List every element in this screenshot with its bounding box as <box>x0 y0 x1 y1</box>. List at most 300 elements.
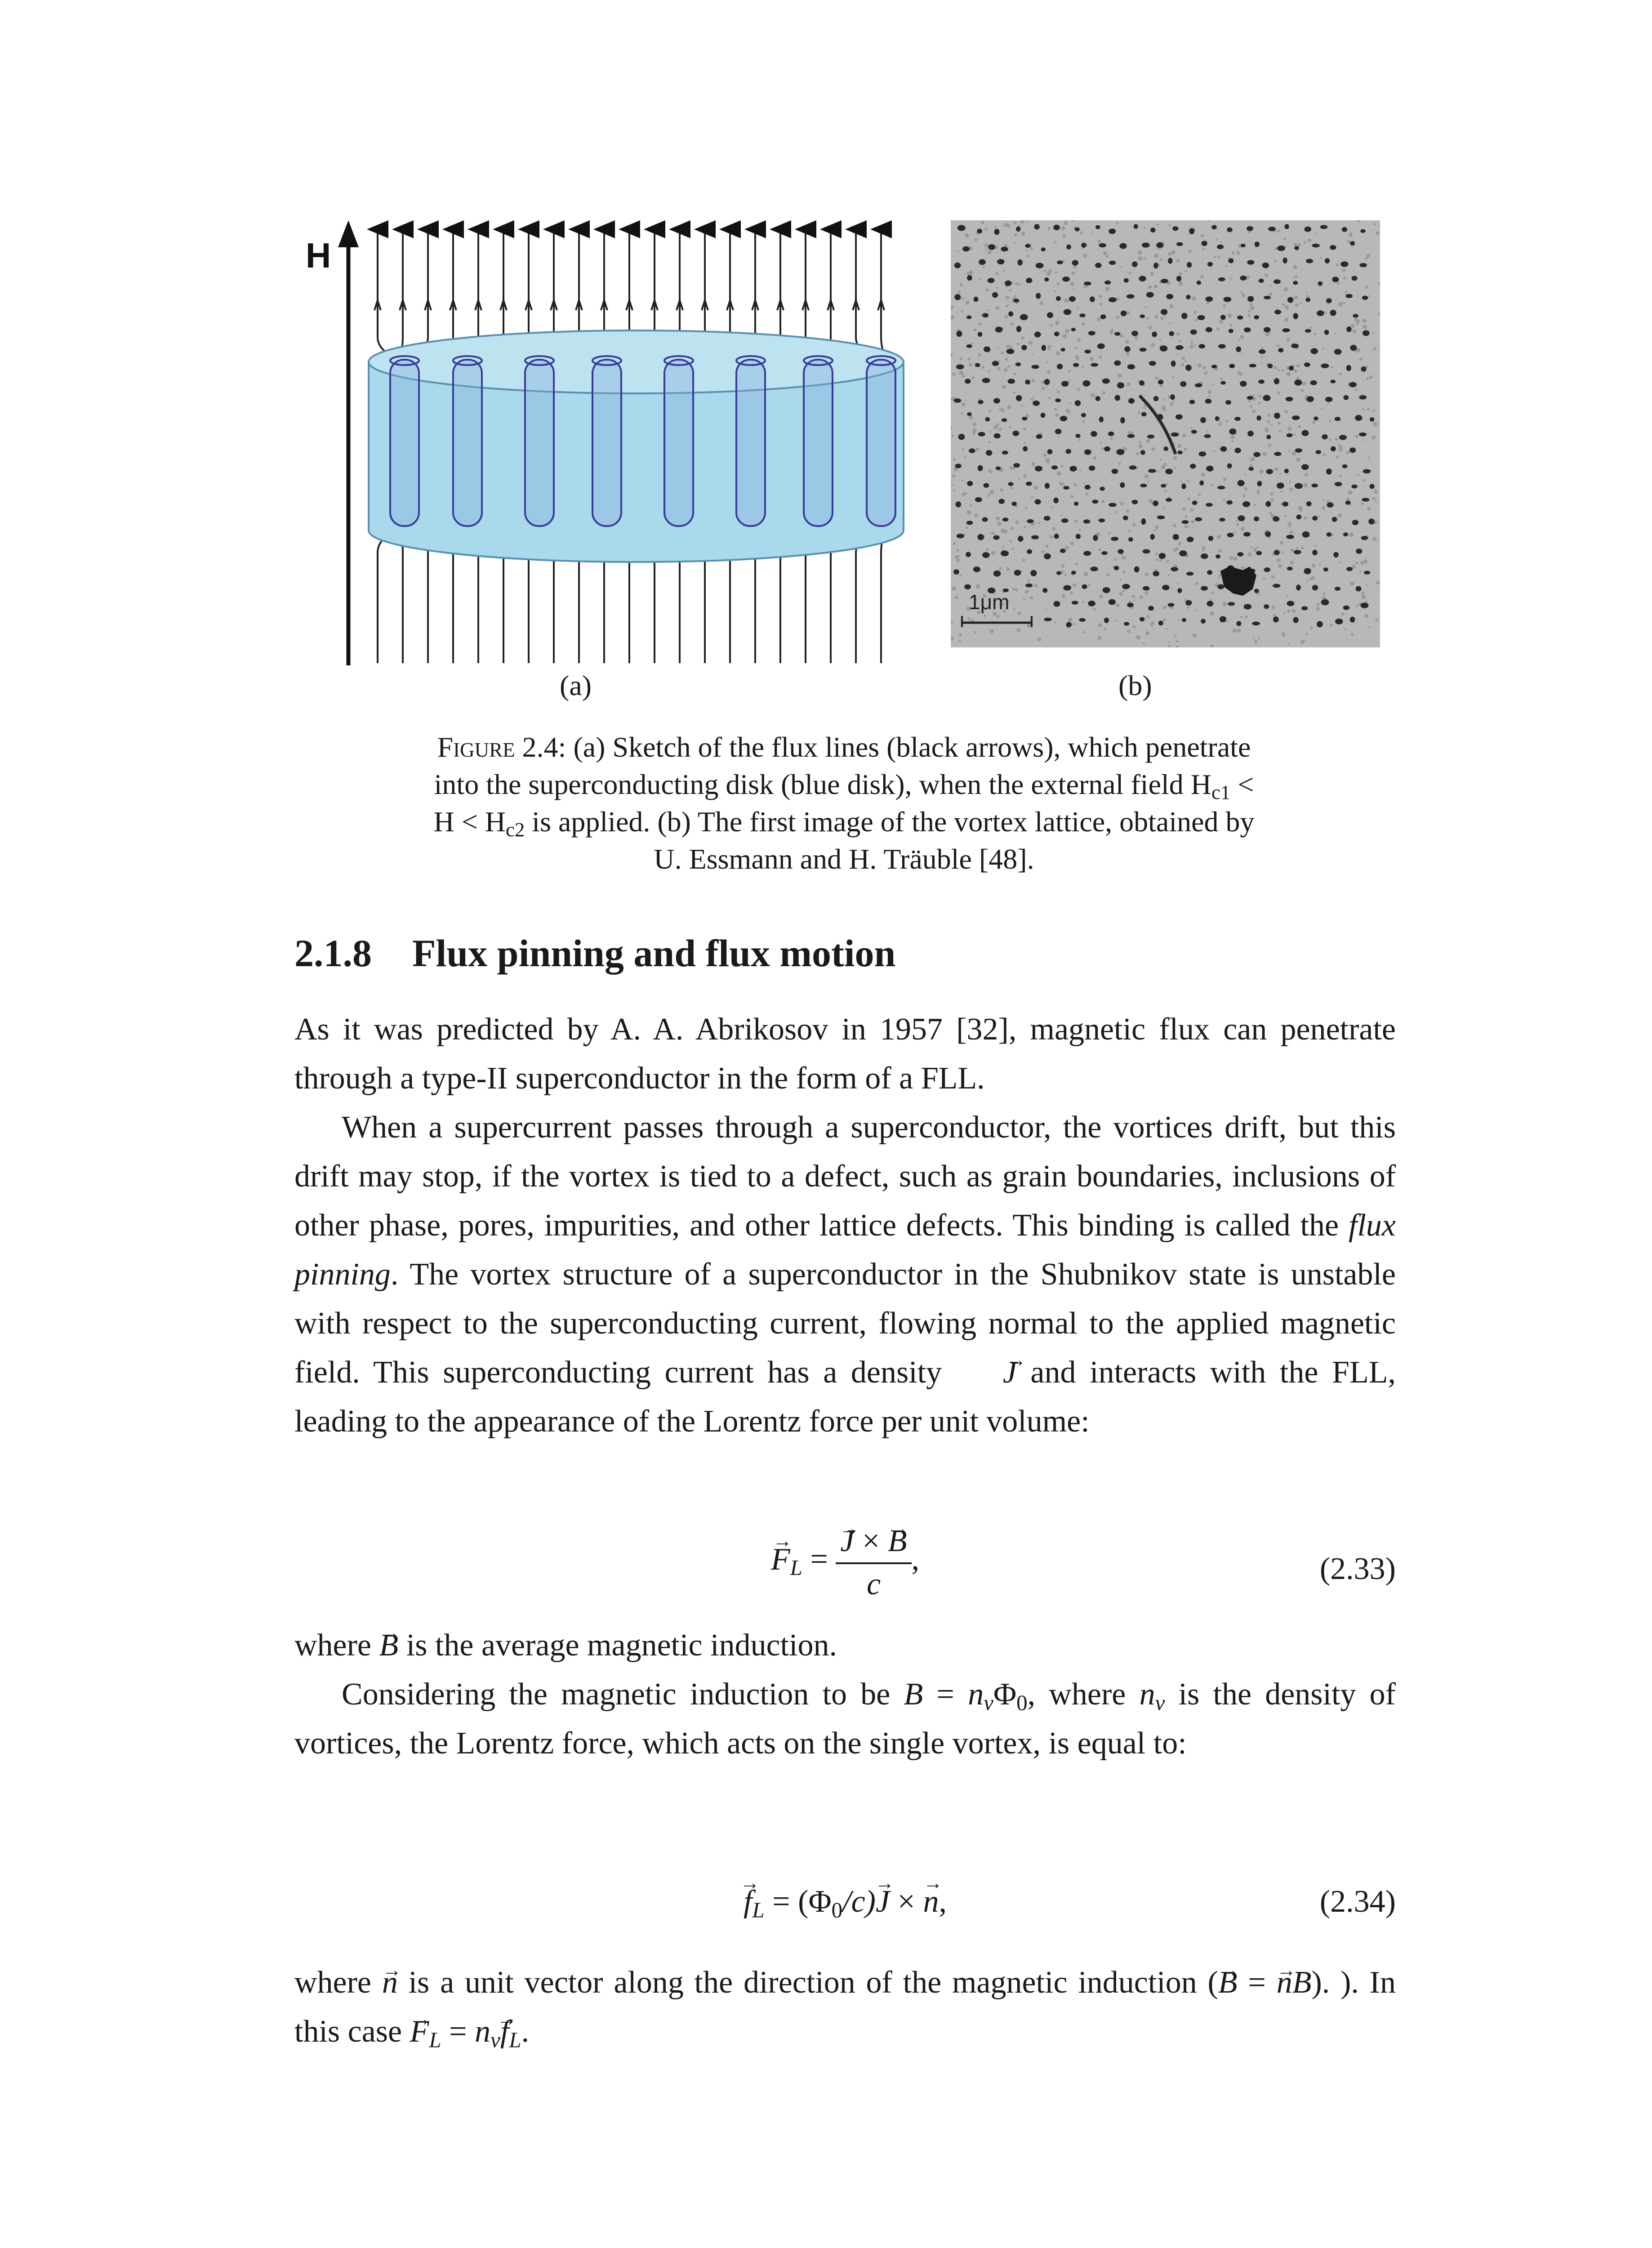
vortex-dot <box>1216 554 1220 558</box>
vortex-dot <box>1176 242 1183 246</box>
vortex-dot <box>1153 396 1159 401</box>
vortex-dot <box>1332 277 1339 282</box>
vortex-dot <box>1249 364 1256 367</box>
vortex-dot <box>1217 245 1224 249</box>
vortex-dot <box>1283 258 1287 263</box>
vortex-dot <box>1095 225 1100 229</box>
vortex-dot <box>1035 499 1041 504</box>
vortex-dot <box>1127 294 1135 299</box>
vortex-dot <box>1132 262 1138 267</box>
vortex-dot <box>1220 616 1226 622</box>
vortex-dot <box>1149 361 1156 366</box>
vortex-dot <box>1306 501 1312 506</box>
vortex-dot <box>1115 395 1120 401</box>
vortex-dot <box>1263 395 1270 401</box>
vortex-dot <box>1262 263 1269 268</box>
vortex-dot <box>982 378 990 383</box>
vortex-dot <box>1317 621 1323 627</box>
vortex-dot <box>1327 502 1334 508</box>
vortex-dot <box>1109 503 1117 507</box>
vortex-dot <box>1109 228 1116 234</box>
vortex-dot <box>1247 431 1254 437</box>
vortex-dot <box>1163 446 1168 451</box>
vortex-dot <box>956 331 962 337</box>
vortex-dot <box>1207 570 1212 575</box>
vortex-dot <box>1034 332 1041 338</box>
vortex-dot <box>986 450 993 456</box>
vortex-dot <box>1342 464 1348 468</box>
vortex-dot <box>1301 464 1309 470</box>
vortex-dot <box>1244 327 1251 332</box>
vortex-dot <box>1057 364 1063 370</box>
vortex-dot <box>1350 241 1355 245</box>
vortex-dot <box>1090 296 1095 302</box>
vortex-dot <box>1220 315 1226 320</box>
vortex-dot <box>1282 502 1288 507</box>
vortex-dot <box>1119 243 1127 249</box>
vortex-dot <box>1013 299 1019 303</box>
vortex-dot <box>1264 327 1271 332</box>
vortex-dot <box>1335 482 1342 486</box>
vortex-dot <box>967 275 972 281</box>
vortex-dot <box>1054 331 1060 336</box>
vortex-dot <box>1114 332 1120 336</box>
vortex-dot <box>1201 553 1208 559</box>
vortex-dot <box>1181 313 1187 319</box>
vortex-dot <box>1179 550 1187 556</box>
vortex-dot <box>1044 379 1050 385</box>
vortex-dot <box>1195 517 1202 521</box>
vortex-dot <box>1123 516 1128 521</box>
vortex-dot <box>957 534 964 538</box>
vortex-dot <box>1364 571 1370 575</box>
vortex-dot <box>1240 381 1247 387</box>
vortex-dot <box>1014 570 1021 575</box>
vortex-dot <box>1103 587 1110 593</box>
vortex-dot <box>1095 396 1100 401</box>
vortex-dot <box>1356 549 1362 554</box>
vortex-dot <box>1229 329 1233 333</box>
vortex-dot <box>1264 604 1269 609</box>
vortex-tube <box>453 360 482 526</box>
vortex-dot <box>1211 365 1217 368</box>
vortex-dot <box>1198 344 1205 348</box>
vortex-dot <box>1085 485 1091 490</box>
vortex-dot <box>1182 618 1186 622</box>
vortex-dot <box>1084 349 1091 353</box>
vortex-dot <box>1120 482 1125 488</box>
vortex-dot <box>1131 331 1138 336</box>
vortex-dot <box>1073 363 1079 367</box>
vortex-dot <box>1266 435 1271 439</box>
vortex-dot <box>1109 599 1116 605</box>
vortex-dot <box>1306 396 1314 402</box>
vortex-dot <box>1071 328 1076 331</box>
vortex-dot <box>1206 466 1213 472</box>
vortex-dot <box>978 400 984 404</box>
vortex-dot <box>1207 262 1213 266</box>
vortex-dot <box>1008 311 1013 316</box>
vortex-dot <box>977 229 982 234</box>
vortex-dot <box>1190 330 1197 335</box>
vortex-dot <box>1227 500 1233 505</box>
vortex-dot <box>1166 294 1173 299</box>
vortex-dot <box>1274 452 1281 456</box>
vortex-dot <box>984 483 989 487</box>
vortex-dot <box>1370 484 1375 489</box>
vortex-dot <box>1195 383 1202 387</box>
vortex-dot <box>1167 603 1174 607</box>
vortex-dot <box>1025 244 1030 248</box>
vortex-dot <box>1018 536 1024 542</box>
vortex-dot <box>1247 396 1253 400</box>
scale-bar-label: 1μm <box>969 590 1010 614</box>
vortex-dot <box>1013 463 1020 468</box>
vortex-dot <box>1218 344 1226 348</box>
vortex-dot <box>992 361 999 366</box>
vortex-dot <box>1054 601 1060 607</box>
vortex-dot <box>1254 589 1259 593</box>
vortex-dot <box>1274 310 1281 314</box>
vortex-dot <box>996 466 1001 470</box>
vortex-dot <box>1242 501 1250 507</box>
vortex-dot <box>994 229 999 235</box>
vortex-dot <box>1206 503 1213 507</box>
vortex-dot <box>1220 381 1226 384</box>
vortex-dot <box>982 517 988 522</box>
vortex-dot <box>982 313 989 317</box>
vortex-dot <box>1327 532 1331 537</box>
vortex-dot <box>1247 296 1254 302</box>
vortex-dot <box>1247 260 1254 264</box>
subfigure-a-label: (a) <box>560 669 592 701</box>
vortex-dot <box>1331 446 1336 451</box>
vortex-dot <box>1332 517 1337 522</box>
vortex-dot <box>1128 537 1133 542</box>
vortex-dot <box>1139 380 1144 386</box>
vortex-dot <box>967 481 973 486</box>
vortex-dot <box>1066 245 1071 250</box>
vortex-dot <box>1016 326 1021 332</box>
vortex-dot <box>1156 242 1163 248</box>
vortex-dot <box>995 326 1003 332</box>
vortex-dot <box>1177 450 1182 454</box>
vortex-dot <box>1349 447 1356 453</box>
vortex-dot <box>1350 345 1357 351</box>
vortex-dot <box>1346 365 1351 371</box>
vortex-dot <box>1074 502 1078 506</box>
vortex-dot <box>1091 431 1097 437</box>
vortex-dot <box>1265 501 1271 507</box>
vortex-dot <box>1124 622 1129 625</box>
vortex-dot <box>1359 433 1367 437</box>
vortex-dot <box>1047 312 1053 318</box>
vortex-dot <box>1359 263 1367 267</box>
vortex-dot <box>1349 382 1357 388</box>
vortex-dot <box>1055 429 1062 434</box>
vortex-lattice-image <box>951 220 1380 647</box>
vortex-dot <box>1142 243 1150 248</box>
vortex-dot <box>1002 450 1008 455</box>
vortex-dot <box>1134 566 1140 573</box>
vortex-dot <box>1207 601 1213 607</box>
vortex-dot <box>1229 364 1235 368</box>
vortex-dot <box>1159 553 1166 559</box>
caption-text: (a) Sketch of the flux lines (black arrows), which penetrate into the superconducting disk (blue disk), when the external field H <box>434 731 1251 800</box>
vortex-dot <box>1247 226 1253 231</box>
vortex-dot <box>954 294 961 300</box>
vortex-dot <box>1335 417 1341 421</box>
vortex-dot <box>1334 349 1342 355</box>
vortex-dot <box>1211 225 1217 229</box>
vortex-dot <box>1236 347 1241 352</box>
vortex-dot <box>1312 244 1320 248</box>
caption-mid: < H < H <box>433 768 1254 838</box>
vortex-dot <box>1116 449 1124 455</box>
vortex-dot <box>1293 313 1298 319</box>
vortex-dot <box>1045 483 1050 489</box>
vortex-dot <box>1274 279 1281 284</box>
vortex-dot <box>1001 551 1009 557</box>
vortex-dot <box>1032 365 1039 369</box>
vortex-dot <box>1259 279 1264 283</box>
vortex-dot <box>1284 224 1289 229</box>
vortex-dot <box>1100 486 1105 491</box>
vortex-dot <box>1069 296 1076 302</box>
vortex-dot <box>1345 500 1351 505</box>
vortex-tube <box>804 360 833 526</box>
vortex-dot <box>1054 534 1059 539</box>
equation-2-34: → $f_L = (\Phi_0/c)\to J$ × → n, (2.34) <box>294 1875 1396 1933</box>
vortex-dot <box>965 379 971 384</box>
vortex-dot <box>988 244 995 250</box>
vortex-dot <box>1161 309 1167 315</box>
vortex-dot <box>1033 401 1040 406</box>
vortex-dot <box>1310 348 1318 354</box>
vortex-dot <box>1273 616 1279 622</box>
vortex-dot <box>1227 533 1233 537</box>
vortex-dot <box>1311 483 1318 487</box>
paragraph-1: As it was predicted by A. A. Abrikosov in 1957 [32], magnetic flux can penetrate through a type-II superconductor in the form of a FLL. <box>294 1012 1396 1096</box>
vortex-dot <box>1120 417 1125 424</box>
vortex-dot <box>1335 587 1340 591</box>
vortex-dot <box>1161 484 1166 487</box>
vortex-dot <box>1021 345 1027 350</box>
vortex-dot <box>1217 486 1225 489</box>
vortex-dot <box>1268 364 1273 369</box>
vortex-dot <box>1305 329 1311 333</box>
vortex-dot <box>1326 298 1332 303</box>
vortex-dot <box>1027 549 1032 554</box>
vortex-dot <box>1042 588 1047 593</box>
vortex-dot <box>1265 531 1271 537</box>
vortex-dot <box>1060 549 1066 553</box>
vortex-dot <box>1282 328 1290 332</box>
vortex-dot <box>1302 531 1310 538</box>
vortex-dot <box>1304 227 1311 232</box>
vortex-dot <box>1256 551 1262 555</box>
caption-sub-c2: c2 <box>506 818 525 841</box>
vortex-dot <box>973 566 980 572</box>
caption-prefix: Figure <box>437 731 515 763</box>
vortex-dot <box>1189 400 1195 404</box>
vortex-dot <box>1295 448 1302 453</box>
vortex-dot <box>1234 417 1241 421</box>
vortex-dot <box>1258 379 1265 384</box>
vortex-dot <box>1099 518 1105 522</box>
vortex-dot <box>964 584 971 589</box>
vortex-dot <box>1109 261 1116 265</box>
vortex-dot <box>1053 225 1060 230</box>
vortex-dot <box>1075 434 1080 438</box>
vortex-dot <box>1316 450 1321 454</box>
vortex-dot <box>975 363 980 367</box>
vortex-dot <box>1324 330 1329 335</box>
vortex-dot <box>1007 379 1015 384</box>
vortex-dot <box>1023 446 1028 451</box>
vortex-dot <box>1069 466 1077 472</box>
vortex-dot <box>1141 412 1147 417</box>
vortex-dot <box>1201 619 1206 624</box>
vortex-dot <box>1330 310 1336 316</box>
vortex-dot <box>1361 536 1368 540</box>
vortex-dot <box>1340 261 1349 267</box>
vortex-dot <box>1343 606 1350 610</box>
vortex-dot <box>1274 378 1279 384</box>
vortex-dot <box>1306 259 1313 263</box>
vortex-dot <box>1234 448 1241 453</box>
vortex-dot <box>978 432 985 437</box>
vortex-dot <box>1236 621 1241 626</box>
section-heading <box>294 931 895 976</box>
vortex-dot <box>1093 535 1098 541</box>
vortex-dot <box>1352 276 1358 281</box>
vortex-dot <box>1317 310 1324 316</box>
vortex-dot <box>1104 446 1110 451</box>
vortex-dot <box>1140 348 1147 352</box>
paragraph-5: where → n is a unit vector along the direction of the magnetic induction (→ B = → nB). ). In this case → $F_L = n_v\to f_L$. <box>294 1958 1396 2056</box>
equation-number-2-33: (2.33) <box>1319 1552 1396 1586</box>
vortex-dot <box>985 417 990 422</box>
vortex-dot <box>1218 584 1225 589</box>
vortex-dot <box>1081 413 1086 417</box>
vortex-dot <box>1026 482 1032 486</box>
vortex-dot <box>1192 500 1198 505</box>
vortex-dot <box>1002 517 1009 522</box>
vortex-dot <box>1035 466 1042 472</box>
vortex-dot <box>1244 604 1252 609</box>
vortex-dot <box>1344 395 1349 400</box>
vortex-dot <box>1227 227 1233 232</box>
vortex-dot <box>1027 519 1033 523</box>
vortex-dot <box>1109 297 1117 302</box>
section-number: 2.1.8 <box>294 932 372 975</box>
vortex-tube <box>736 360 765 526</box>
vortex-dot <box>1215 416 1220 421</box>
vortex-dot <box>966 521 973 525</box>
vortex-dot <box>1342 227 1347 232</box>
vortex-dot <box>1016 395 1022 401</box>
vortex-tube <box>525 360 554 526</box>
figure-caption <box>432 728 1256 878</box>
vortex-dot <box>1254 517 1259 522</box>
vortex-dot <box>1287 601 1295 606</box>
vortex-dot <box>979 259 986 265</box>
vortex-dot <box>1312 585 1318 590</box>
vortex-dot <box>1101 551 1107 555</box>
caption-number: 2.4: <box>515 731 574 763</box>
vortex-dot <box>1289 366 1294 371</box>
vortex-dot <box>1277 245 1285 251</box>
vortex-dot <box>1339 435 1347 440</box>
vortex-dot <box>1079 618 1086 622</box>
vortex-dot <box>1026 278 1032 283</box>
vortex-dot <box>1065 449 1071 454</box>
vortex-dot <box>1060 416 1067 421</box>
vortex-dot <box>1171 567 1178 571</box>
vortex-dot <box>955 501 961 507</box>
vortex-dot <box>1031 535 1039 539</box>
vortex-dot <box>1321 599 1329 606</box>
vortex-dot <box>1018 259 1023 266</box>
vortex-dot <box>1102 379 1110 384</box>
vortex-dot <box>1264 296 1271 299</box>
vortex-dot <box>1124 278 1129 283</box>
vortex-dot <box>958 434 965 440</box>
vortex-dot <box>1229 428 1236 435</box>
vortex-dot <box>1147 435 1154 439</box>
vortex-dot <box>1079 313 1085 317</box>
equation-2-33: → $F_L$ = → $\frac{J \times \to B}{c}$ , (2.33) <box>294 1520 1396 1628</box>
vortex-dot <box>1314 416 1318 420</box>
vortex-dot <box>1312 516 1318 521</box>
vortex-dot <box>1082 380 1090 387</box>
vortex-dot <box>1114 361 1121 366</box>
vortex-dot <box>1011 502 1017 506</box>
paragraph-4: Considering the magnetic induction to be $B = n_v\Phi_0$, where $n_v$ is the density of vortices, the Lorentz force, which acts on the single vortex, is equal to: <box>294 1677 1396 1761</box>
vortex-dot <box>1176 276 1181 281</box>
vortex-dot <box>1150 534 1155 540</box>
vortex-dot <box>1266 469 1273 474</box>
vortex-dot <box>1293 617 1298 623</box>
vortex-dot <box>1220 446 1227 452</box>
h-axis-label: H <box>306 236 331 275</box>
vortex-dot <box>1117 382 1124 388</box>
vortex-dot <box>1208 536 1214 541</box>
vortex-dot <box>1053 497 1058 503</box>
vortex-dot <box>1140 450 1145 455</box>
vortex-dot <box>1318 281 1323 286</box>
vortex-dot <box>1108 432 1114 436</box>
vortex-dot <box>1277 482 1284 488</box>
vortex-dot <box>1296 514 1301 519</box>
vortex-dot <box>1181 483 1186 489</box>
vortex-dot <box>1044 516 1051 521</box>
vortex-dot <box>1062 277 1070 281</box>
vortex-dot <box>1001 247 1008 252</box>
vortex-dot <box>978 465 983 471</box>
vortex-dot <box>1097 343 1105 349</box>
vortex-dot <box>1161 279 1168 283</box>
vortex-dot <box>1150 227 1155 232</box>
vortex-dot <box>1330 380 1336 384</box>
vortex-dot <box>1176 345 1184 350</box>
vortex-dot <box>1129 465 1137 469</box>
vortex-dot <box>1180 381 1186 387</box>
vortex-dot <box>1296 584 1301 590</box>
vortex-dot <box>1185 600 1192 606</box>
vortex-dot <box>1012 431 1019 436</box>
